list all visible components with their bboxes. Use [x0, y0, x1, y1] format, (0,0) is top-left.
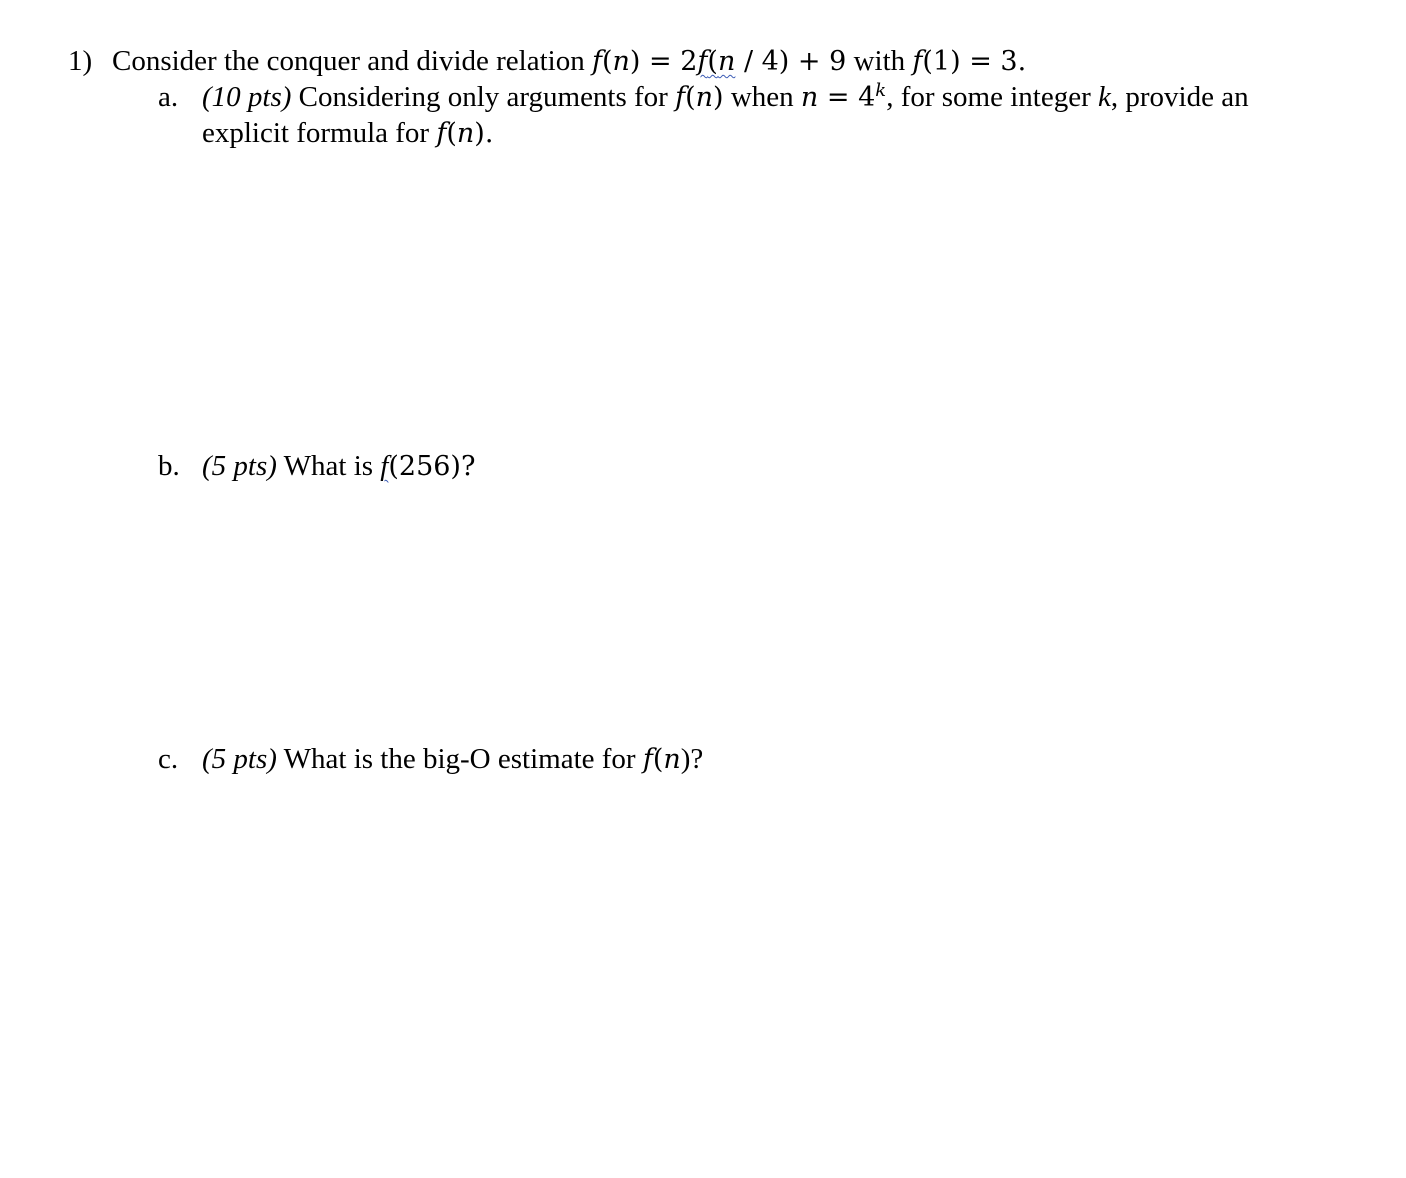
spellcheck-underline: f(n — [697, 46, 736, 77]
part-a-points: (10 pts) — [202, 81, 292, 113]
part-b-label: b. — [158, 450, 180, 482]
part-c-text: (5 pts) What is the big-O estimate for f(n)? — [202, 743, 704, 775]
part-a-line2: explicit formula for f(n). — [202, 117, 494, 149]
question-prefix: Consider the conquer and divide relation — [112, 45, 592, 77]
with-text: with — [846, 45, 913, 77]
part-c-label: c. — [158, 743, 179, 775]
recurrence-formula: f(n) = 2f(n / 4) + 9 — [591, 46, 847, 77]
question-number: 1) — [68, 45, 93, 77]
part-b-points: (5 pts) — [202, 450, 277, 482]
part-a-label: a. — [158, 81, 179, 113]
base-case: f(1) = 3. — [912, 46, 1027, 77]
part-a-line1: (10 pts) Considering only arguments for f(n) when $n = 4^k$, for some integer k, provide an — [202, 80, 1249, 113]
spellcheck-underline: f — [380, 450, 389, 482]
part-c-points: (5 pts) — [202, 743, 277, 775]
question-text — [112, 43, 1026, 80]
part-b-text: (5 pts) What is f(256)? — [202, 450, 476, 482]
